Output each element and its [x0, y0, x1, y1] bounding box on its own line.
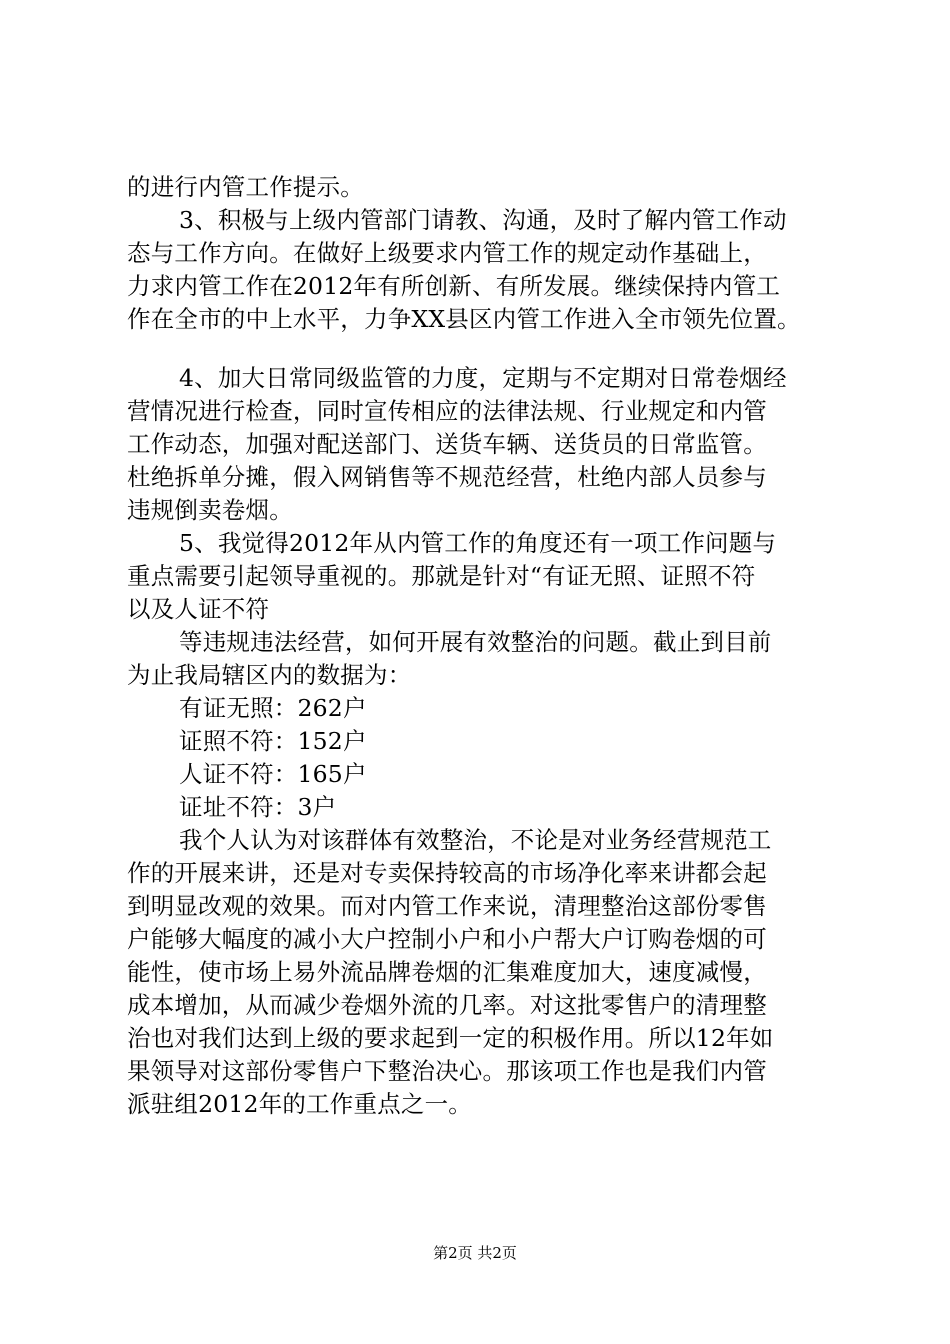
text-line: 的进行内管工作提示。 [127, 173, 364, 201]
text-line: 4、加大日常同级监管的力度，定期与不定期对日常卷烟经 [179, 364, 787, 392]
document-body [127, 171, 842, 1121]
stat-line: 证照不符：152户 [179, 727, 367, 755]
text-line: 我个人认为对该群体有效整治，不论是对业务经营规范工 [179, 826, 772, 854]
text-line: 作的开展来讲，还是对专卖保持较高的市场净化率来讲都会起 [127, 859, 767, 887]
stat-line: 有证无照：262户 [179, 694, 367, 722]
page-number-footer: 第2页 共2页 [433, 1244, 517, 1262]
text-line: 治也对我们达到上级的要求起到一定的积极作用。所以12年如 [127, 1024, 774, 1052]
stat-line: 人证不符：165户 [179, 760, 367, 788]
text-line: 果领导对这部份零售户下整治决心。那该项工作也是我们内管 [127, 1057, 767, 1085]
text-line: 态与工作方向。在做好上级要求内管工作的规定动作基础上， [127, 239, 767, 267]
text-line: 为止我局辖区内的数据为： [127, 661, 412, 689]
stat-line: 证址不符：3户 [179, 793, 337, 821]
text-line: 能性，使市场上易外流品牌卷烟的汇集难度加大，速度减慢， [127, 958, 767, 986]
text-line: 派驻组2012年的工作重点之一。 [127, 1090, 473, 1118]
text-line: 重点需要引起领导重视的。那就是针对“有证无照、证照不符 [127, 562, 756, 590]
text-line: 作在全市的中上水平，力争XX县区内管工作进入全市领先位置。 [127, 305, 801, 333]
text-line: 3、积极与上级内管部门请教、沟通，及时了解内管工作动 [179, 206, 787, 234]
text-line: 以及人证不符 [127, 595, 270, 623]
text-line: 等违规违法经营，如何开展有效整治的问题。截止到目前 [179, 628, 772, 656]
paragraph-gap [127, 336, 842, 362]
text-line: 工作动态，加强对配送部门、送货车辆、送货员的日常监管。 [127, 430, 767, 458]
text-line: 营情况进行检查，同时宣传相应的法律法规、行业规定和内管 [127, 397, 767, 425]
text-line: 户能够大幅度的减小大户控制小户和小户帮大户订购卷烟的可 [127, 925, 767, 953]
text-line: 杜绝拆单分摊，假入网销售等不规范经营，杜绝内部人员参与 [127, 463, 767, 491]
text-line: 5、我觉得2012年从内管工作的角度还有一项工作问题与 [179, 529, 777, 557]
text-line: 力求内管工作在2012年有所创新、有所发展。继续保持内管工 [127, 272, 781, 300]
text-line: 成本增加，从而减少卷烟外流的几率。对这批零售户的清理整 [127, 991, 767, 1019]
text-line: 违规倒卖卷烟。 [127, 496, 293, 524]
text-line: 到明显改观的效果。而对内管工作来说，清理整治这部份零售 [127, 892, 767, 920]
